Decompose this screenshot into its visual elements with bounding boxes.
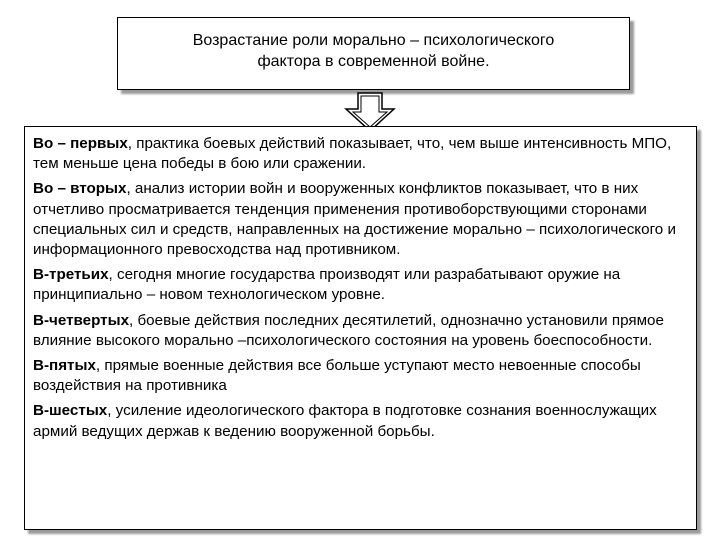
content-box — [24, 126, 697, 530]
diagram-title: Возрастание роли морально – психологического фактора в современной войне. — [192, 31, 555, 70]
list-item-sixth — [33, 401, 688, 441]
title-box — [117, 17, 630, 90]
item-text: , усиление идеологического фактора в подготовке сознания военнослужащих армий ведущих держав к ведению вооруженной борьбы. — [33, 402, 657, 440]
item-lead: Во – первых — [33, 135, 128, 152]
item-text: , анализ истории войн и вооруженных конфликтов показывает, что в них отчетливо просматривается тенденция применения противоборствующими сторонами специальных сил и средств, направленных на достижение морально – психологического и информационного превосходства над противником. — [33, 180, 676, 259]
item-lead: В-пятых — [33, 357, 96, 375]
item-text: , практика боевых действий показывает, что, чем выше интенсивность МПО, тем меньше цена победы в бою или сражении. — [33, 135, 672, 173]
item-lead: Во – вторых — [33, 180, 127, 198]
item-lead: В-четвертых — [33, 311, 130, 329]
item-lead: В-третьих — [33, 266, 109, 284]
item-text: , боевые действия последних десятилетий, однозначно установили прямое влияние высокого морально –психологического состояния на уровень боеспособности. — [33, 311, 664, 349]
list-item-fifth — [33, 356, 688, 396]
item-lead: В-шестых — [33, 402, 108, 420]
list-item-second — [33, 179, 688, 260]
list-item-first — [33, 134, 688, 174]
item-text: , прямые военные действия все больше уступают место невоенные способы воздействия на противника — [33, 357, 641, 395]
list-item-third — [33, 265, 688, 305]
list-item-fourth — [33, 311, 688, 351]
item-text: , сегодня многие государства производят или разрабатывают оружие на принципиально – новом технологическом уровне. — [33, 266, 621, 304]
